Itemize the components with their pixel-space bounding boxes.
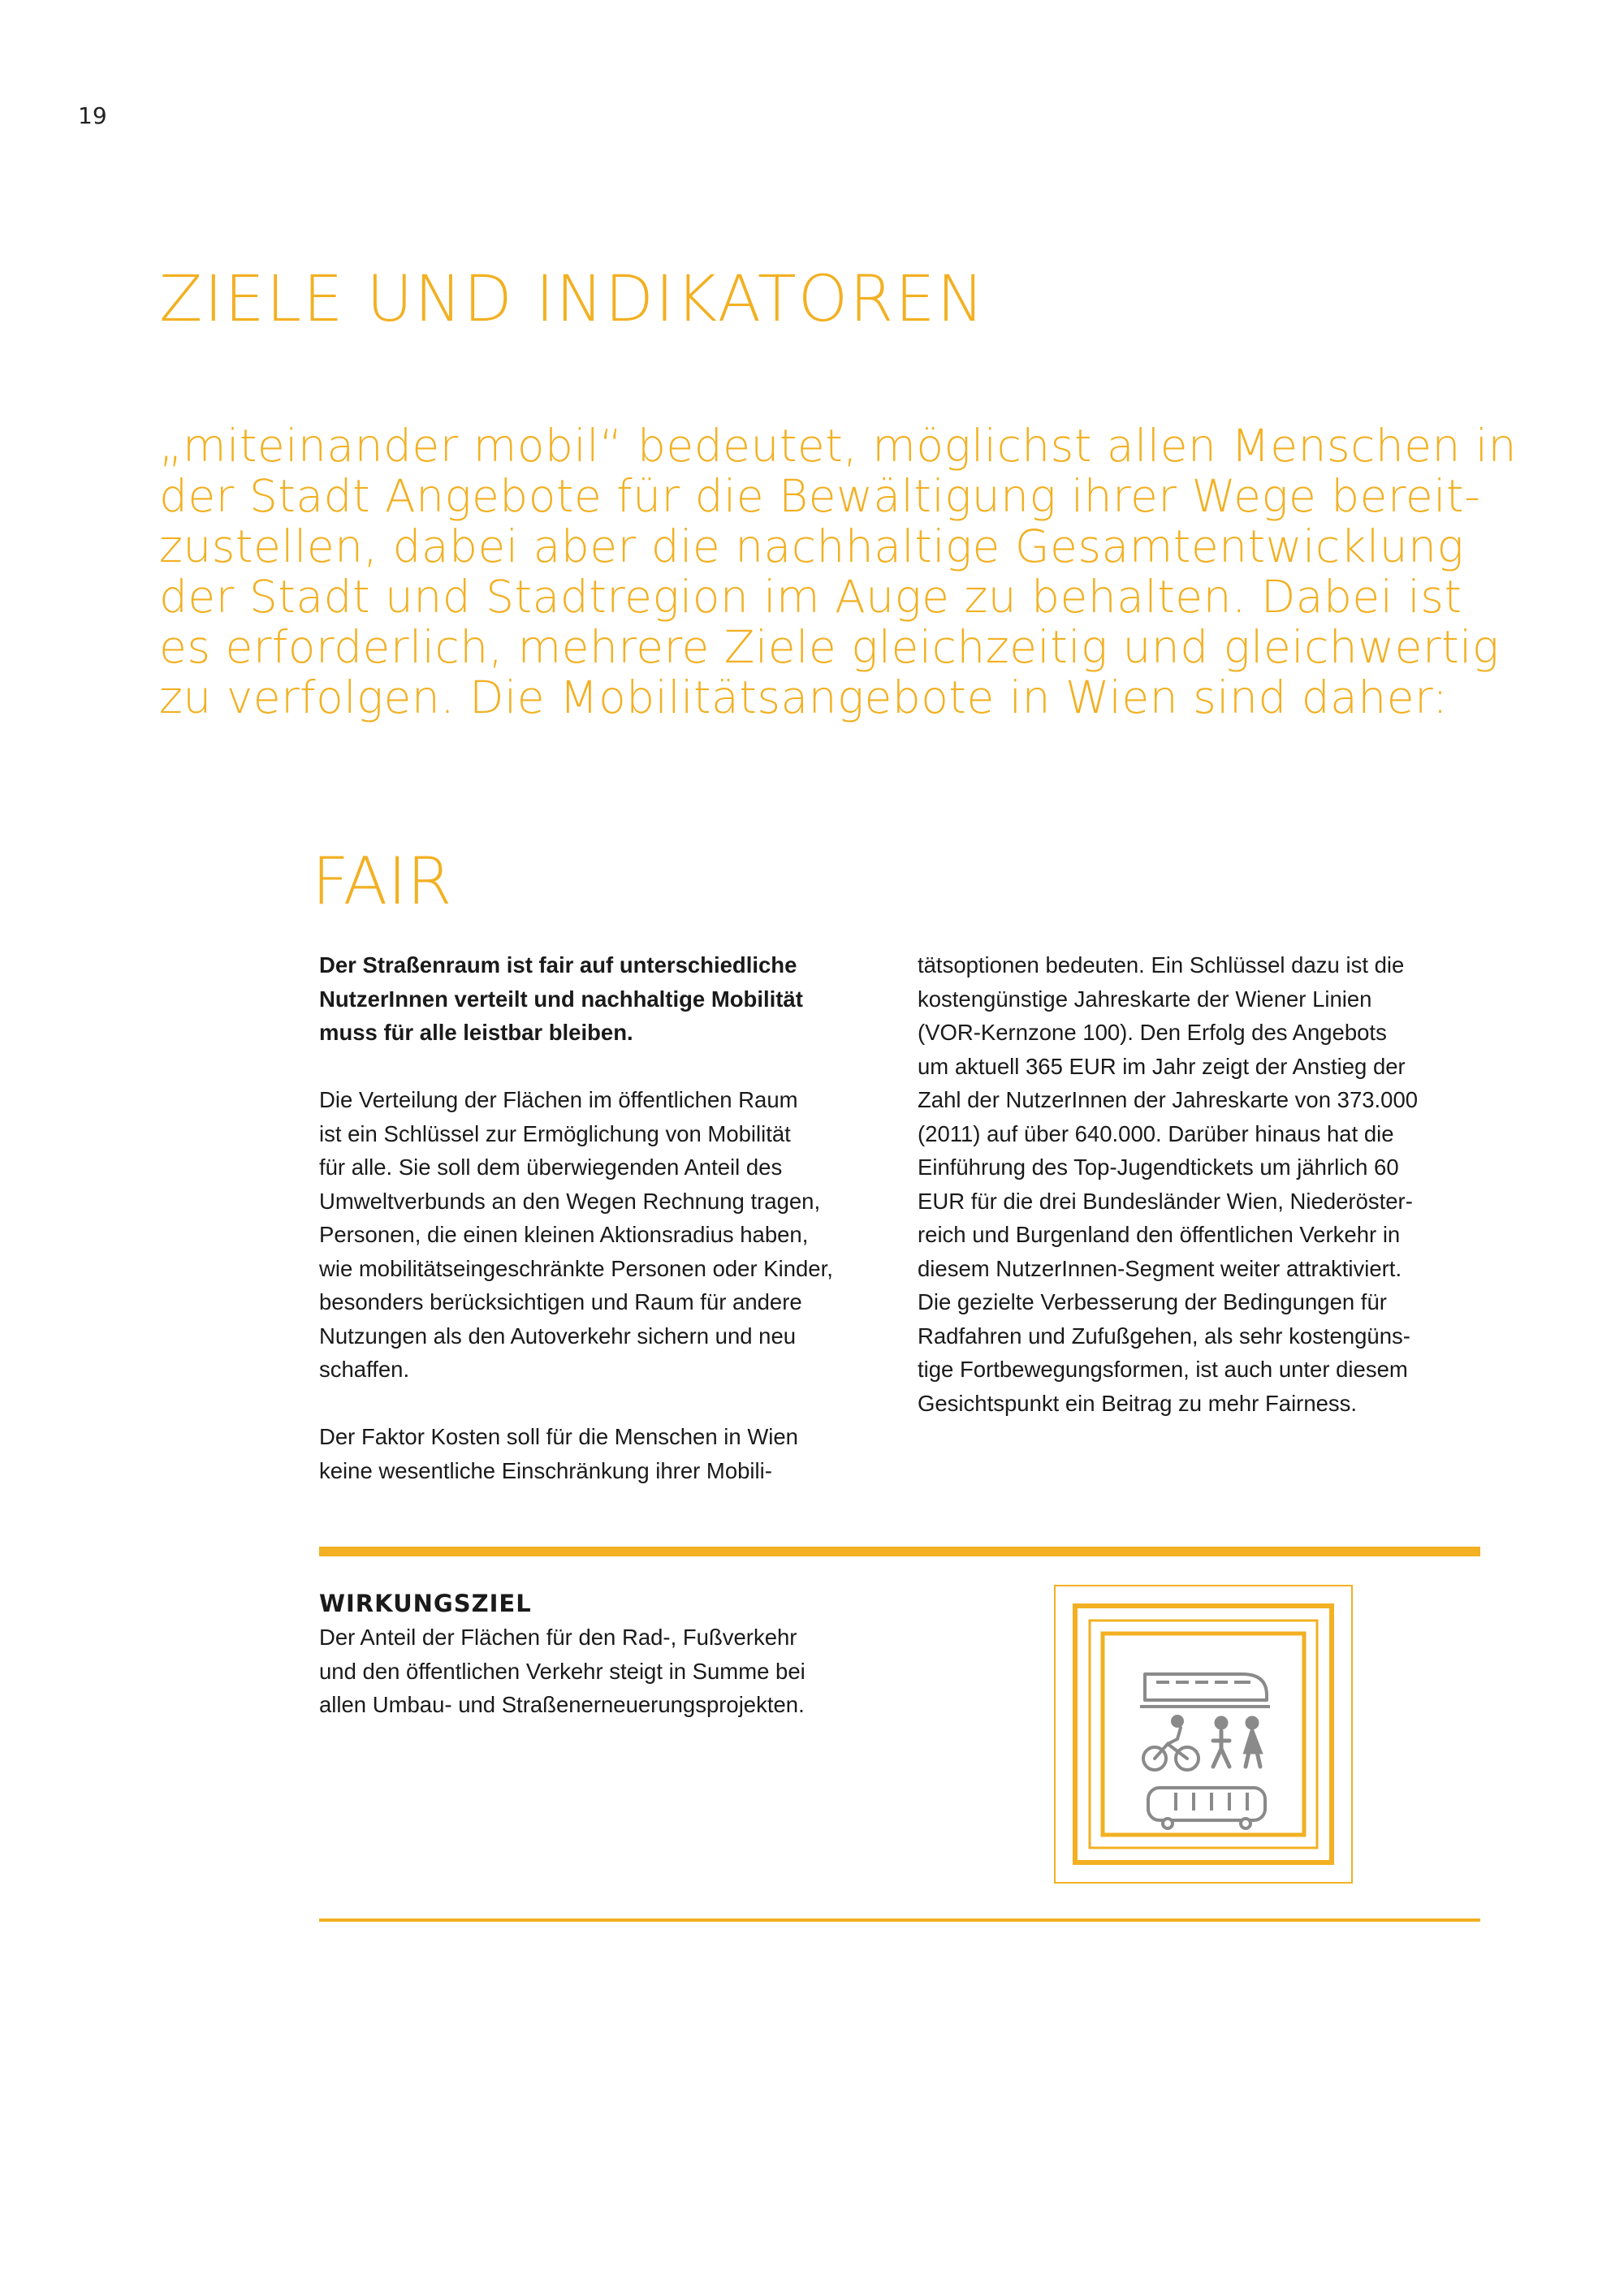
body-paragraph	[319, 1083, 855, 1387]
right-column	[918, 948, 1486, 1454]
lead-paragraph	[319, 948, 855, 1050]
intro-line: zu verfolgen. Die Mobilitätsangebote in Wien sind daher:	[159, 671, 1449, 723]
page-title: ZIELE UND INDIKATOREN	[159, 263, 986, 336]
body-line: Zahl der NutzerInnen der Jahreskarte von 373.000	[918, 1087, 1419, 1112]
body-paragraph	[918, 948, 1486, 1420]
cyclist-icon	[1143, 1716, 1199, 1770]
body-line: besonders berücksichtigen und Raum für andere	[319, 1289, 802, 1314]
intro-line: der Stadt Angebote für die Bewältigung ihrer Wege bereit-	[159, 470, 1481, 522]
bus-icon	[1148, 1788, 1265, 1828]
mobility-icon-frame	[1054, 1585, 1353, 1884]
body-line: (VOR-Kernzone 100). Den Erfolg des Angebots	[918, 1020, 1387, 1045]
goal-line: und den öffentlichen Verkehr steigt in Summe bei	[319, 1658, 806, 1684]
goal-text	[319, 1621, 888, 1722]
body-line: Radfahren und Zufußgehen, als sehr kostengüns-	[918, 1323, 1410, 1349]
intro-line: zustellen, dabei aber die nachhaltige Gesamtentwicklung	[159, 520, 1464, 572]
body-line: Nutzungen als den Autoverkehr sichern und neu	[319, 1323, 797, 1349]
train-icon	[1140, 1674, 1270, 1707]
goal-heading: WIRKUNGSZIEL	[319, 1590, 532, 1617]
page-number: 19	[78, 102, 107, 129]
body-line: für alle. Sie soll dem überwiegenden Anteil des	[319, 1154, 783, 1180]
intro-text	[159, 421, 1613, 723]
body-line: Umweltverbunds an den Wegen Rechnung tragen,	[319, 1188, 821, 1214]
body-line: diesem NutzerInnen-Segment weiter attraktiviert.	[918, 1255, 1402, 1281]
body-line: schaffen.	[319, 1357, 410, 1382]
goal-line: Der Anteil der Flächen für den Rad-, Fußverkehr	[319, 1625, 797, 1650]
intro-line: es erforderlich, mehrere Ziele gleichzeitig und gleichwertig	[159, 621, 1500, 673]
body-line: keine wesentliche Einschränkung ihrer Mobili-	[319, 1457, 772, 1483]
body-line: (2011) auf über 640.000. Darüber hinaus hat die	[918, 1120, 1394, 1146]
intro-line: „miteinander mobil“ bedeutet, möglichst allen Menschen in	[159, 420, 1518, 472]
body-line: tige Fortbewegungsformen, ist auch unter diesem	[918, 1357, 1408, 1382]
body-paragraph	[319, 1420, 855, 1487]
nested-frames	[1055, 1586, 1352, 1883]
body-line: um aktuell 365 EUR im Jahr zeigt der Anstieg der	[918, 1053, 1406, 1079]
body-line: Der Faktor Kosten soll für die Menschen in Wien	[319, 1424, 798, 1449]
body-line: ist ein Schlüssel zur Ermöglichung von Mobilität	[319, 1120, 791, 1146]
section-divider-thick	[319, 1547, 1480, 1556]
body-line: Gesichtspunkt ein Beitrag zu mehr Fairness.	[918, 1390, 1358, 1416]
body-line: Einführung des Top-Jugendtickets um jährlich 60	[918, 1154, 1399, 1180]
body-line: tätsoptionen bedeuten. Ein Schlüssel dazu ist die	[918, 952, 1405, 978]
body-line: Die gezielte Verbesserung der Bedingungen für	[918, 1289, 1387, 1314]
left-column	[319, 948, 855, 1521]
lead-line: NutzerInnen verteilt und nachhaltige Mobilität	[319, 986, 803, 1012]
body-line: EUR für die drei Bundesländer Wien, Niederöster-	[918, 1188, 1413, 1214]
body-line: wie mobilitätseingeschränkte Personen oder Kinder,	[319, 1255, 833, 1281]
section-title: FAIR	[312, 844, 452, 919]
body-line: reich und Burgenland den öffentlichen Verkehr in	[918, 1222, 1401, 1247]
lead-line: muss für alle leistbar bleiben.	[319, 1020, 633, 1045]
intro-line: der Stadt und Stadtregion im Auge zu behalten. Dabei ist	[159, 571, 1462, 623]
pedestrians-icon	[1213, 1718, 1260, 1767]
lead-line: Der Straßenraum ist fair auf unterschiedliche	[319, 952, 797, 978]
goal-line: allen Umbau- und Straßenerneuerungsprojekten.	[319, 1692, 805, 1717]
body-line: Die Verteilung der Flächen im öffentlichen Raum	[319, 1087, 798, 1112]
body-line: kostengünstige Jahreskarte der Wiener Linien	[918, 986, 1372, 1012]
section-divider-thin	[319, 1918, 1480, 1922]
body-line: Personen, die einen kleinen Aktionsradius haben,	[319, 1222, 809, 1247]
